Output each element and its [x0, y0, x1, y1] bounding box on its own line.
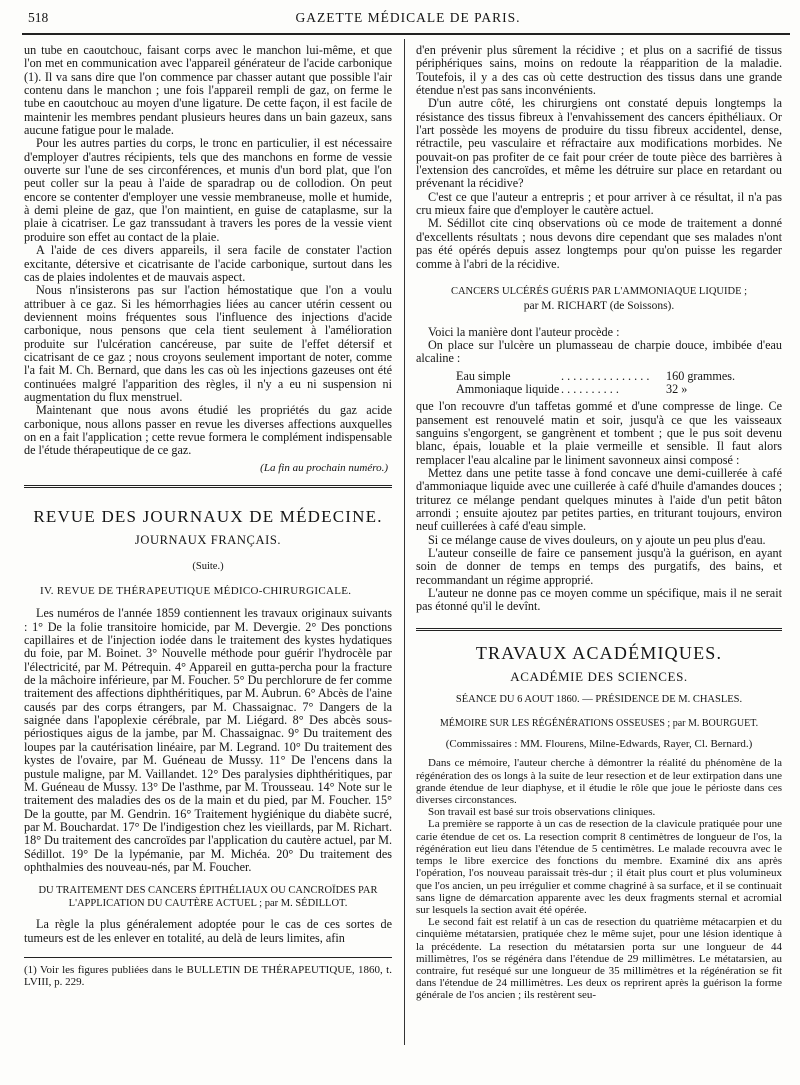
recipe-leader: . . . . . . . . . . . . . . . [561, 369, 650, 383]
revue-subtitle: JOURNAUX FRANÇAIS. [134, 533, 282, 548]
page-number: 518 [28, 10, 49, 25]
right-column [416, 44, 782, 1002]
paragraph: Voici la manière dont l'auteur procède : [428, 324, 620, 339]
paragraph: Son travail est basé sur trois observations cliniques. [428, 806, 656, 819]
recipe-ingredient: Eau simple [456, 368, 511, 383]
section-divider [24, 485, 392, 488]
recipe-table [416, 370, 782, 397]
seance-heading: SÉANCE DU 6 AOUT 1860. — PRÉSIDENCE DE M. CHASLES. [455, 694, 743, 706]
paragraph: Pour les autres parties du corps, le tronc en particulier, il est nécessaire d'employer d'autres récipients, tels que des manchons en forme de vessie ouverte sur l'une de ses circonférences, et munis d'un bord plat, que l'on peut coller sur la peau à l'aide de sparadrap ou de collodion. On peut encore se contenter d'employer une vessie membraneuse, molle et humide, à demi pleine de gaz, que l'on maintient, en guise de cataplasme, sur la plaie à cicatriser. Le gaz transsudant à travers les pores de la vessie vient produire son effet au contact de la plaie. [24, 136, 392, 244]
header-rule [22, 33, 790, 35]
recipe-ingredient: Ammoniaque liquide [456, 381, 560, 396]
left-column [24, 44, 392, 989]
paragraph: Nous n'insisterons pas sur l'action hémostatique que l'on a voulu attribuer à ce gaz. Si les hémorrhagies liées au cancer utérin cessent ou deviennent moins fréquentes sous l'influence des injections d'acide carbonique, nous pensons que cela tient seulement à l'amélioration produite sur l'ulcération cancéreuse, par suite de l'effet détersif et cicatrisant de ce gaz ; nous croyons seulement important de noter, comme l'a fait M. Ch. Bernard, que dans les cas où les injections gazeuses ont été continuées malgré l'apparition des règles, il n'y a eu ni suspension ni augmentation du flux menstruel. [24, 283, 392, 404]
paragraph: C'est ce que l'auteur a entrepris ; et pour arriver à ce résultat, il n'a pas cru mieux faire que d'employer le cautère actuel. [416, 189, 782, 218]
recipe-quantity: 160 grammes. [666, 368, 736, 383]
recipe-leader: . . . . . . . . . . [561, 382, 619, 396]
continuation-note: (La fin au prochain numéro.) [260, 461, 388, 474]
paragraph: Le second fait est relatif à un cas de resection du quatrième métacarpien et du cinquième métatarsien, pratiquée chez le même sujet, pour une lésion identique à la précédente. La resection du métatarsien porta sur une longueur de 44 millimètres, l'os se régénéra dans l'étendue de 29 millimètres. Le métatarsien, au contraire, fut reséqué sur une longueur de 35 millimètres et la régénération se fit dans l'étendue de 24 millimètres. Les deux os reprirent après la guérison la forme générale de l'os ancien ; ils restèrent seu- [416, 916, 782, 1002]
paragraph: D'un autre côté, les chirurgiens ont constaté depuis longtemps la résistance des tissus fibreux à l'envahissement des cancers épithéliaux. Or l'art possède les moyens de produire du tissu fibreux accidentel, dense, rétractile, peu vasculaire et réfractaire aux modifications morbides. Ne pouvait-on pas profiter de ce fait pour créer de toute pièce des barrières à l'extension des cancroïdes, et même les détruire sur place en retardant ou prévenant la récidive? [416, 96, 782, 191]
recipe-row [456, 383, 746, 396]
recipe-row [456, 370, 746, 383]
paragraph: Mettez dans une petite tasse à fond concave une demi-cuillerée à café d'ammoniaque liquide avec une cuillerée à café d'huile d'amandes douces ; triturez ce mélange pendant quelques minutes à l'aide d'un petit bâton arrondi ; ensuite ajoutez par petites parties, en triturant toujours, environ neuf cuillerées à café d'eau simple. [416, 465, 782, 534]
paragraph: que l'on recouvre d'un taffetas gommé et d'une compresse de linge. Ce pansement est renouvelé matin et soir, jusqu'à ce que les vaisseaux sanguins s'engorgent, se gangrènent et tombent ; que le pus soit devenu blanc, épais, louable et la plaie vermeille et sensible. Il faut alors remplacer l'eau alcaline par le liniment savonneux ainsi composé : [416, 399, 782, 467]
travaux-title: TRAVAUX ACADÉMIQUES. [475, 642, 723, 663]
paragraph: La règle la plus généralement adoptée pour le cas de ces sortes de tumeurs est de les enlever en totalité, au delà de leurs limites, afin [24, 917, 392, 945]
paragraph: Maintenant que nous avons étudié les propriétés du gaz acide carbonique, nous allons passer en revue les diverses affections auxquelles on en a fait l'application ; cette revue formera le complément indispensable de l'étude thérapeutique de ce gaz. [24, 403, 392, 458]
footnote: (1) Voir les figures publiées dans le BULLETIN DE THÉRAPEUTIQUE, 1860, t. LVIII, p. 229. [24, 963, 392, 989]
footnote-rule [24, 957, 392, 958]
paragraph: La première se rapporte à un cas de resection de la clavicule pratiquée pour une carie étendue de cet os. La resection comprit 8 centimètres de longueur de l'os, la régénération eut lieu dans l'étendue de 5 centimètres. Le malade recouvra avec le temps le libre exercice des fonctions du membre. Examiné dix ans après l'opération, l'os nouveau paraissait très-dur ; il était plus court et plus volumineux que l'os ancien, un peu irrégulier et comme chagriné à sa surface, et il se continuait sans ligne de démarcation apparente avec les deux fragments sternal et acromial sur lesquels la section avait été opérée. [416, 818, 782, 916]
journal-title: GAZETTE MÉDICALE DE PARIS. [295, 10, 521, 25]
paragraph: L'auteur conseille de faire ce pansement jusqu'à la guérison, en ayant soin de donner de temps en temps des purgatifs, des bains, et recommandant un régime approprié. [416, 546, 782, 587]
running-header [28, 10, 788, 28]
article-title: DU TRAITEMENT DES CANCERS ÉPITHÉLIAUX OU CANCROÏDES PAR L'APPLICATION DU CAUTÈRE ACTUEL ; par M. SÉDILLOT. [38, 885, 378, 910]
article-author: par M. RICHART (de Soissons). [523, 300, 675, 313]
paragraph: A l'aide de ces divers appareils, il sera facile de constater l'action excitante, détersive et cicatrisante de l'acide carbonique, surtout dans les cas de plaies indolentes et de mauvais aspect. [24, 243, 392, 284]
revue-title: REVUE DES JOURNAUX DE MÉDECINE. [33, 507, 383, 526]
paragraph: Dans ce mémoire, l'auteur cherche à démontrer la réalité du phénomène de la régénération des os longs à la suite de leur resection et de leur extirpation dans une grande étendue de leur diaphyse, et il étudie le rôle que joue le périoste dans ces diverses circonstances. [416, 757, 782, 807]
paragraph: On place sur l'ulcère un plumasseau de charpie douce, imbibée d'eau alcaline : [416, 337, 782, 366]
recipe-quantity: 32 » [666, 381, 688, 396]
section-divider [416, 628, 782, 631]
paragraph: d'en prévenir plus sûrement la récidive ; et plus on a sacrifié de tissus périphériques sains, moins on redoute la réapparition de la maladie. Toutefois, il y a des cas où cette destruction des tissus dans une grande étendue n'est pas sans inconvénients. [416, 43, 782, 98]
paragraph: Si ce mélange cause de vives douleurs, on y ajoute un peu plus d'eau. [428, 532, 766, 547]
article-title: CANCERS ULCÉRÉS GUÉRIS PAR L'AMMONIAQUE LIQUIDE ; [450, 285, 748, 297]
paragraph: L'auteur ne donne pas ce moyen comme un spécifique, mais il ne serait pas étonné qu'il le devînt. [416, 586, 782, 614]
paragraph: un tube en caoutchouc, faisant corps avec le manchon lui-même, et que l'on met en communication avec l'appareil générateur de l'acide carbonique (1). Il va sans dire que l'on commence par chasser autant que possible l'air contenu dans le manchon ; une fois l'appareil rempli de gaz, on ferme le tube en caoutchouc au moyen d'une ligature. De cette façon, il est facile de maintenir les membres pendant plusieurs heures dans un bain gazeux, sans aucune fatigue pour le malade. [24, 43, 392, 138]
memoire-title: MÉMOIRE SUR LES RÉGÉNÉRATIONS OSSEUSES ; par M. BOURGUET. [439, 717, 759, 729]
suite-label: (Suite.) [192, 560, 224, 572]
section-heading: IV. REVUE DE THÉRAPEUTIQUE MÉDICO-CHIRURGICALE. [40, 585, 352, 598]
paragraph: M. Sédillot cite cinq observations où ce mode de traitement a donné d'excellents résultats ; nous devons dire cependant que ses malades n'ont pas été opérés depuis assez longtemps pour qu'on puisse les regarder comme à l'abri de la récidive. [416, 216, 782, 271]
academie-heading: ACADÉMIE DES SCIENCES. [510, 669, 688, 685]
commissaires: (Commissaires : MM. Flourens, Milne-Edwards, Rayer, Cl. Bernard.) [445, 738, 753, 751]
works-list-paragraph: Les numéros de l'année 1859 contiennent les travaux originaux suivants : 1° De la folie transitoire homicide, par M. Devergie. 2° Des ponctions capillaires et de l'injection iodée dans le traitement des kystes hydatiques du foie, par M. Boinet. 3° Nouvelle méthode pour guérir l'hydrocèle par l'électricité, par M. Pétrequin. 4° Appareil en gutta-percha pour la fracture de la mâchoire inférieure, par M. Foucher. 5° Du perchlorure de fer comme traitement des affections diphthéritiques, par M. Aubrun. 6° Abcès de l'aine causés par des corps étrangers, par M. Chassaignac. 7° Dangers de la saignée dans l'apoplexie cérébrale, par M. Liégard. 8° Des abcès sous-périostiques aigus de la jambe, par M. Chassaignac. 9° Du traitement des loupes par la cautérisation linéaire, par M. Legrand. 10° Du traitement des kystes de l'ovaire, par M. Guéneau de Mussy. 11° De l'encens dans la pustule maligne, par M. Vaillandet. 12° Des paralysies diphthéritiques, par M. Guéneau de Mussy. 13° De l'asthme, par M. Trousseau. 14° Note sur le traitement des maladies des os de la main et du pied, par M. Foucher. 15° De la goutte, par M. Gendrin. 16° Traitement hygiénique du diabète sucré, par M. Bouchardat. 17° De l'indigestion chez les vieillards, par M. Richart. 18° Du traitement des cancroïdes par l'application du cautère actuel, par M. Sédillot. 19° De la lypémanie, par M. Michéa. 20° Du traitement des ophthalmies des nouveau-nés, par M. Foucher. [24, 606, 392, 874]
column-divider [404, 39, 405, 1045]
memoire-body [416, 757, 782, 1001]
